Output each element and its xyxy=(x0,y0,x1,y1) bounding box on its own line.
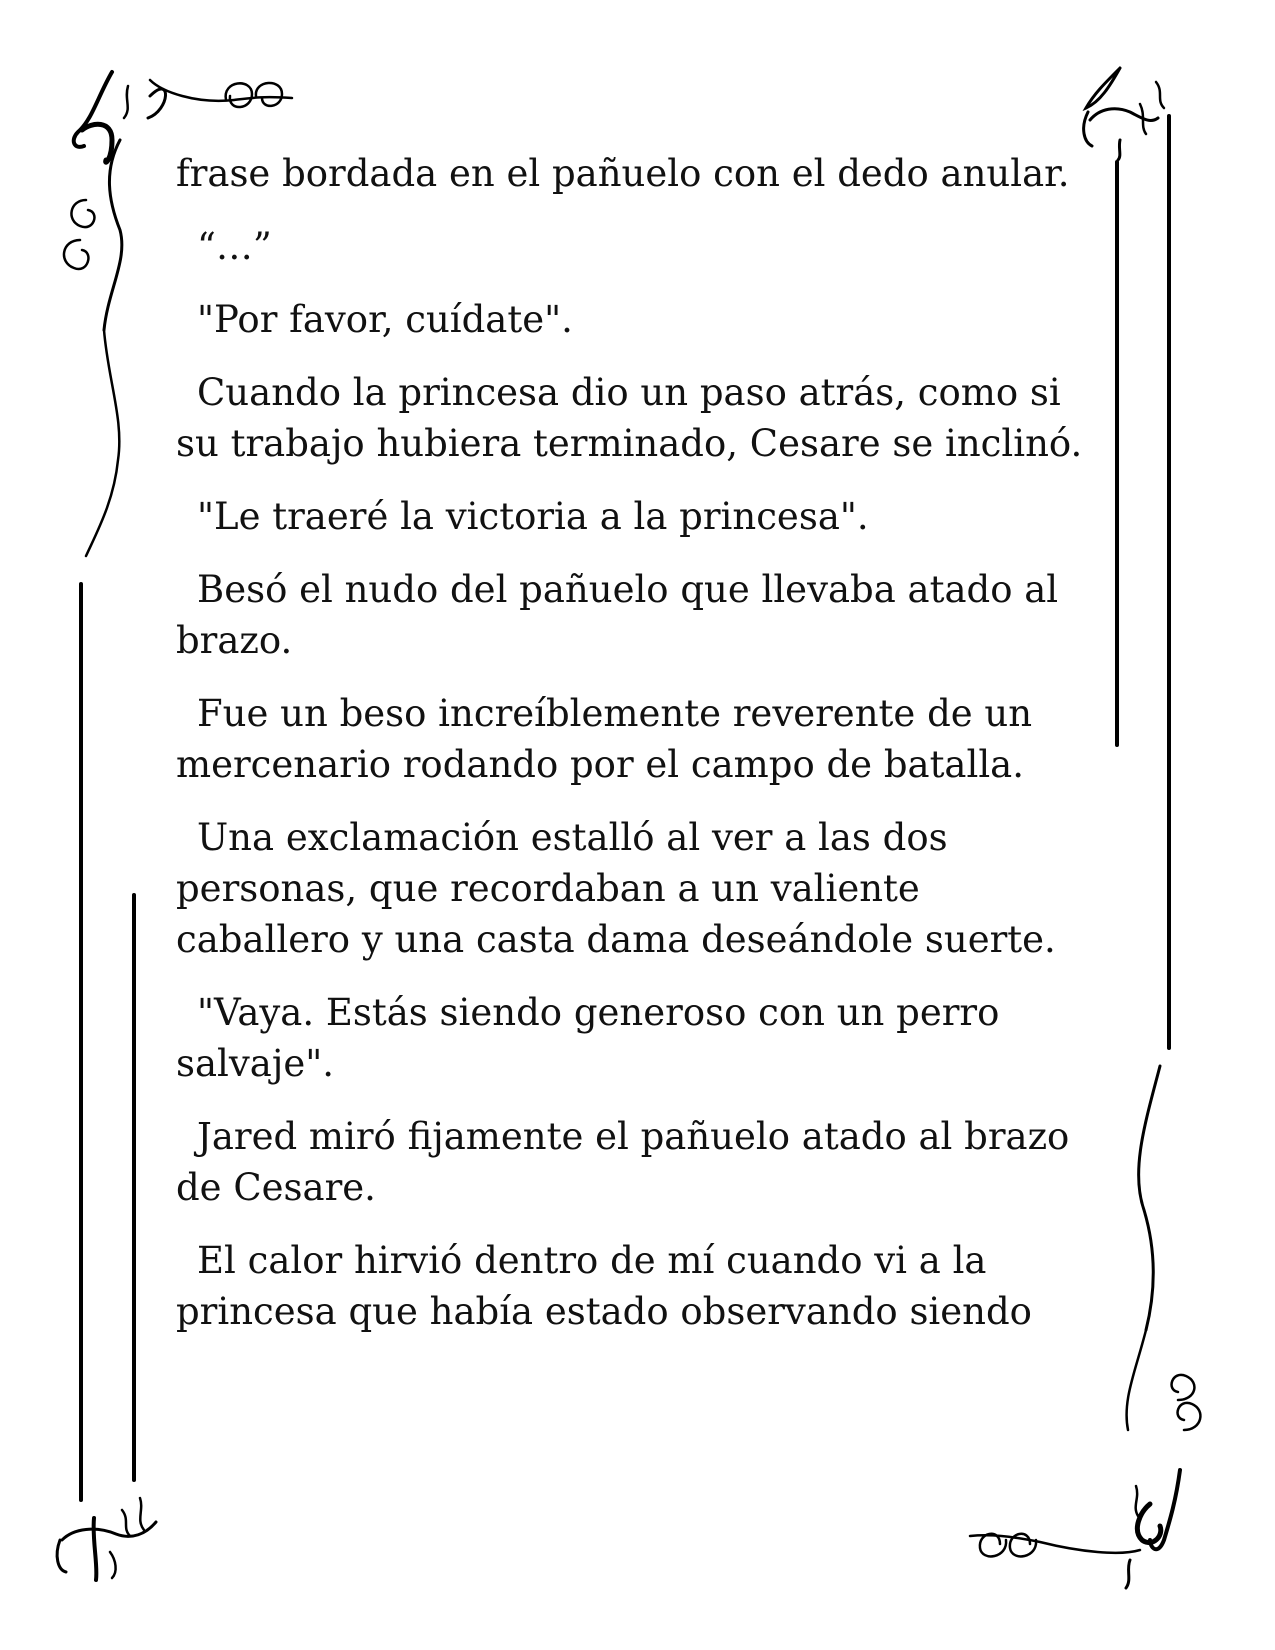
paragraph-6: Besó el nudo del pañuelo que llevaba atado al brazo. xyxy=(176,568,1059,662)
flourish-top-right xyxy=(1084,68,1164,160)
paragraph-3: "Por favor, cuídate". xyxy=(197,298,573,341)
paragraph-7: Fue un beso increíblemente reverente de un mercenario rodando por el campo de batalla. xyxy=(176,692,1033,786)
paragraph-2: “…” xyxy=(197,225,272,268)
paragraph-11: El calor hirvió dentro de mí cuando vi a la princesa que había estado observando siendo xyxy=(176,1239,1032,1333)
paragraph-4: Cuando la princesa dio un paso atrás, como si su trabajo hubiera terminado, Cesare se inclinó. xyxy=(176,371,1083,465)
chapter-text xyxy=(176,148,1096,1359)
flourish-bottom-left xyxy=(57,1498,156,1580)
paragraph-9: "Vaya. Estás siendo generoso con un perro salvaje". xyxy=(176,991,1000,1085)
paragraph-1: frase bordada en el pañuelo con el dedo anular. xyxy=(176,152,1070,195)
paragraph-8: Una exclamación estalló al ver a las dos personas, que recordaban a un valiente caballero y una casta dama deseándole suerte. xyxy=(176,816,1056,961)
paragraph-5: "Le traeré la victoria a la princesa". xyxy=(197,495,869,538)
paragraph-10: Jared miró fijamente el pañuelo atado al brazo de Cesare. xyxy=(176,1115,1070,1209)
